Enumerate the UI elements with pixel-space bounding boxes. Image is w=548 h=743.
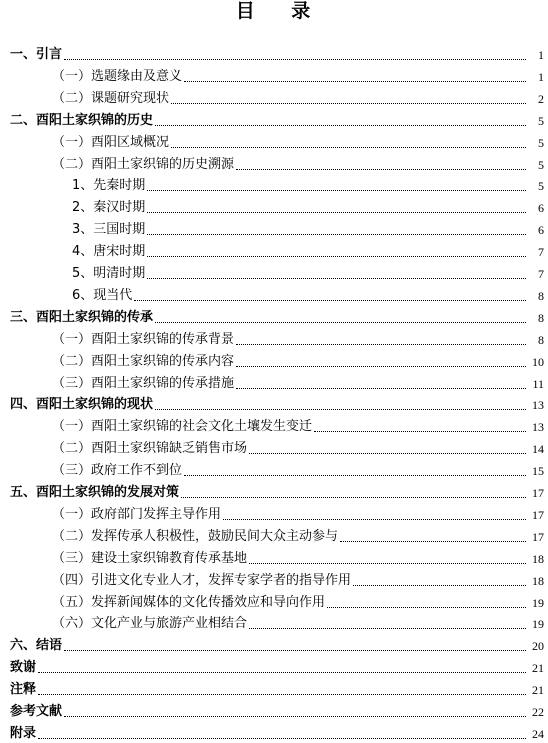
toc-entry-label: 一、引言 bbox=[10, 47, 63, 62]
toc-entry-label: （三）政府工作不到位 bbox=[52, 463, 183, 479]
toc-entry-page-number: 21 bbox=[532, 683, 544, 698]
toc-entry[interactable] bbox=[0, 349, 548, 371]
toc-entry[interactable] bbox=[0, 392, 548, 414]
dot-leader bbox=[340, 540, 526, 542]
toc-entry-label: 4、唐宋时期 bbox=[72, 244, 146, 260]
toc-entry-label: （一）酉阳区域概况 bbox=[52, 134, 170, 150]
toc-entry-label: （四）引进文化专业人才，发挥专家学者的指导作用 bbox=[52, 572, 352, 588]
toc-entry[interactable] bbox=[0, 590, 548, 612]
toc-entry-label: （三）酉阳土家织锦的传承措施 bbox=[52, 375, 235, 391]
toc-entry-page-number: 13 bbox=[532, 398, 544, 413]
toc-entry-page-number: 5 bbox=[538, 135, 544, 150]
toc-entry-label: （一）酉阳土家织锦的传承背景 bbox=[52, 331, 235, 347]
toc-entry-page-number: 1 bbox=[538, 48, 544, 62]
toc-entry[interactable] bbox=[0, 195, 548, 217]
toc-entry-label: 1、先秦时期 bbox=[72, 178, 146, 194]
toc-entry-page-number: 20 bbox=[532, 639, 544, 654]
dot-leader bbox=[147, 255, 526, 257]
toc-entry[interactable] bbox=[0, 64, 548, 86]
dot-leader bbox=[155, 408, 526, 410]
dot-leader bbox=[38, 737, 526, 739]
toc-entry-page-number: 17 bbox=[532, 486, 544, 500]
dot-leader bbox=[38, 693, 526, 695]
toc-entry[interactable] bbox=[0, 458, 548, 480]
toc-entry-page-number: 11 bbox=[532, 376, 544, 391]
toc-entry[interactable] bbox=[0, 677, 548, 699]
toc-entry-page-number: 17 bbox=[532, 507, 544, 522]
toc-entry-page-number: 19 bbox=[532, 617, 544, 632]
dot-leader bbox=[147, 233, 526, 235]
toc-entry-label: （二）发挥传承人积极性，鼓励民间大众主动参与 bbox=[52, 528, 339, 544]
dot-leader bbox=[155, 321, 526, 323]
dot-leader bbox=[236, 387, 526, 389]
toc-entry[interactable] bbox=[0, 239, 548, 261]
toc-entry-page-number: 1 bbox=[538, 69, 544, 84]
toc-entry[interactable] bbox=[0, 42, 548, 64]
toc-entry-label: 注释 bbox=[10, 682, 37, 698]
toc-entry[interactable] bbox=[0, 130, 548, 152]
toc-entry[interactable] bbox=[0, 86, 548, 108]
toc-entry[interactable] bbox=[0, 217, 548, 239]
dot-leader bbox=[236, 168, 526, 170]
toc-title: 目 录 bbox=[235, 0, 313, 22]
toc-entry-page-number: 18 bbox=[532, 551, 544, 566]
toc-entry-label: 二、酉阳土家织锦的历史 bbox=[10, 112, 154, 128]
toc-entry-page-number: 14 bbox=[532, 442, 544, 457]
toc-entry-label: （二）酉阳土家织锦的历史溯源 bbox=[52, 156, 235, 172]
toc-entry[interactable] bbox=[0, 502, 548, 524]
dot-leader bbox=[64, 715, 526, 717]
toc-entry[interactable] bbox=[0, 152, 548, 174]
toc-entry-label: （六）文化产业与旅游产业相结合 bbox=[52, 616, 248, 632]
toc-entry-label: （二）酉阳土家织锦的传承内容 bbox=[52, 353, 235, 369]
toc-entry[interactable] bbox=[0, 568, 548, 590]
dot-leader bbox=[147, 277, 526, 279]
dot-leader bbox=[327, 606, 526, 608]
toc-entry[interactable] bbox=[0, 721, 548, 743]
toc-entry-label: 5、明清时期 bbox=[72, 266, 146, 281]
toc-entry-label: （五）发挥新闻媒体的文化传播效应和导向作用 bbox=[52, 594, 326, 610]
toc-entry[interactable] bbox=[0, 414, 548, 436]
dot-leader bbox=[181, 496, 526, 498]
toc-entry[interactable] bbox=[0, 524, 548, 546]
dot-leader bbox=[155, 124, 526, 126]
dot-leader bbox=[64, 58, 526, 60]
dot-leader bbox=[236, 365, 526, 367]
toc-entry-label: 五、酉阳土家织锦的发展对策 bbox=[10, 485, 180, 500]
dot-leader bbox=[38, 671, 526, 673]
toc-entry-page-number: 8 bbox=[538, 332, 544, 347]
toc-entry[interactable] bbox=[0, 173, 548, 195]
toc-entry-page-number: 13 bbox=[532, 420, 544, 435]
toc-entry-page-number: 7 bbox=[538, 245, 544, 260]
toc-entry[interactable] bbox=[0, 283, 548, 305]
dot-leader bbox=[314, 430, 526, 432]
dot-leader bbox=[236, 343, 526, 345]
dot-leader bbox=[353, 584, 526, 586]
toc-entry[interactable] bbox=[0, 480, 548, 502]
toc-entry-page-number: 5 bbox=[538, 157, 544, 172]
toc-entry-page-number: 8 bbox=[538, 288, 544, 303]
dot-leader bbox=[147, 189, 526, 191]
toc-entry-label: （一）选题缘由及意义 bbox=[52, 68, 183, 84]
toc-entry-page-number: 19 bbox=[532, 595, 544, 610]
toc-entry-label: 3、三国时期 bbox=[72, 222, 146, 238]
toc-entry-label: 6、现当代 bbox=[72, 287, 133, 303]
dot-leader bbox=[249, 452, 526, 454]
dot-leader bbox=[64, 649, 526, 651]
toc-entry-page-number: 21 bbox=[532, 661, 544, 676]
toc-entry-page-number: 22 bbox=[532, 705, 544, 719]
toc-entry-label: （一）酉阳土家织锦的社会文化土壤发生变迁 bbox=[52, 419, 313, 435]
toc-entry[interactable] bbox=[0, 305, 548, 327]
toc-entry-label: 四、酉阳土家织锦的现状 bbox=[10, 397, 154, 413]
toc-entry-page-number: 15 bbox=[532, 464, 544, 479]
dot-leader bbox=[171, 102, 526, 104]
toc-entry[interactable] bbox=[0, 611, 548, 633]
toc-entry-page-number: 5 bbox=[538, 179, 544, 194]
toc-entry-label: （二）课题研究现状 bbox=[52, 90, 170, 106]
toc-entry[interactable] bbox=[0, 108, 548, 130]
toc-entry-page-number: 10 bbox=[532, 354, 544, 369]
toc-entry[interactable] bbox=[0, 371, 548, 393]
toc-entry[interactable] bbox=[0, 655, 548, 677]
dot-leader bbox=[134, 299, 526, 301]
toc-entry-page-number: 24 bbox=[532, 726, 544, 741]
toc-entry-label: （三）建设土家织锦教育传承基地 bbox=[52, 550, 248, 566]
dot-leader bbox=[249, 562, 526, 564]
toc-entry-page-number: 5 bbox=[538, 113, 544, 128]
toc-entry-label: 2、秦汉时期 bbox=[72, 200, 146, 216]
toc-entry-page-number: 18 bbox=[532, 573, 544, 588]
toc-entry-label: 附录 bbox=[10, 725, 37, 741]
toc-entry-page-number: 2 bbox=[538, 91, 544, 106]
toc-entry-label: （二）酉阳土家织锦缺乏销售市场 bbox=[52, 441, 248, 457]
toc-entry[interactable] bbox=[0, 633, 548, 655]
toc-entry-page-number: 6 bbox=[538, 201, 544, 216]
toc-entry[interactable] bbox=[0, 546, 548, 568]
dot-leader bbox=[184, 474, 526, 476]
toc-entry-page-number: 6 bbox=[538, 223, 544, 238]
toc-entry-page-number: 17 bbox=[532, 529, 544, 544]
toc-entry-label: 三、酉阳土家织锦的传承 bbox=[10, 309, 154, 325]
toc-entry[interactable] bbox=[0, 327, 548, 349]
toc-entry-label: （一）政府部门发挥主导作用 bbox=[52, 506, 222, 522]
toc-entry[interactable] bbox=[0, 436, 548, 458]
toc-entry-page-number: 8 bbox=[538, 310, 544, 325]
toc-entry-page-number: 7 bbox=[538, 267, 544, 281]
toc-entry[interactable] bbox=[0, 261, 548, 283]
dot-leader bbox=[147, 211, 526, 213]
dot-leader bbox=[223, 518, 526, 520]
dot-leader bbox=[171, 146, 526, 148]
toc-entry-label: 六、结语 bbox=[10, 638, 63, 654]
dot-leader bbox=[249, 627, 526, 629]
toc-entry-label: 致谢 bbox=[10, 660, 37, 676]
toc-entry[interactable] bbox=[0, 699, 548, 721]
dot-leader bbox=[184, 80, 526, 82]
toc-entry-label: 参考文献 bbox=[10, 704, 63, 719]
